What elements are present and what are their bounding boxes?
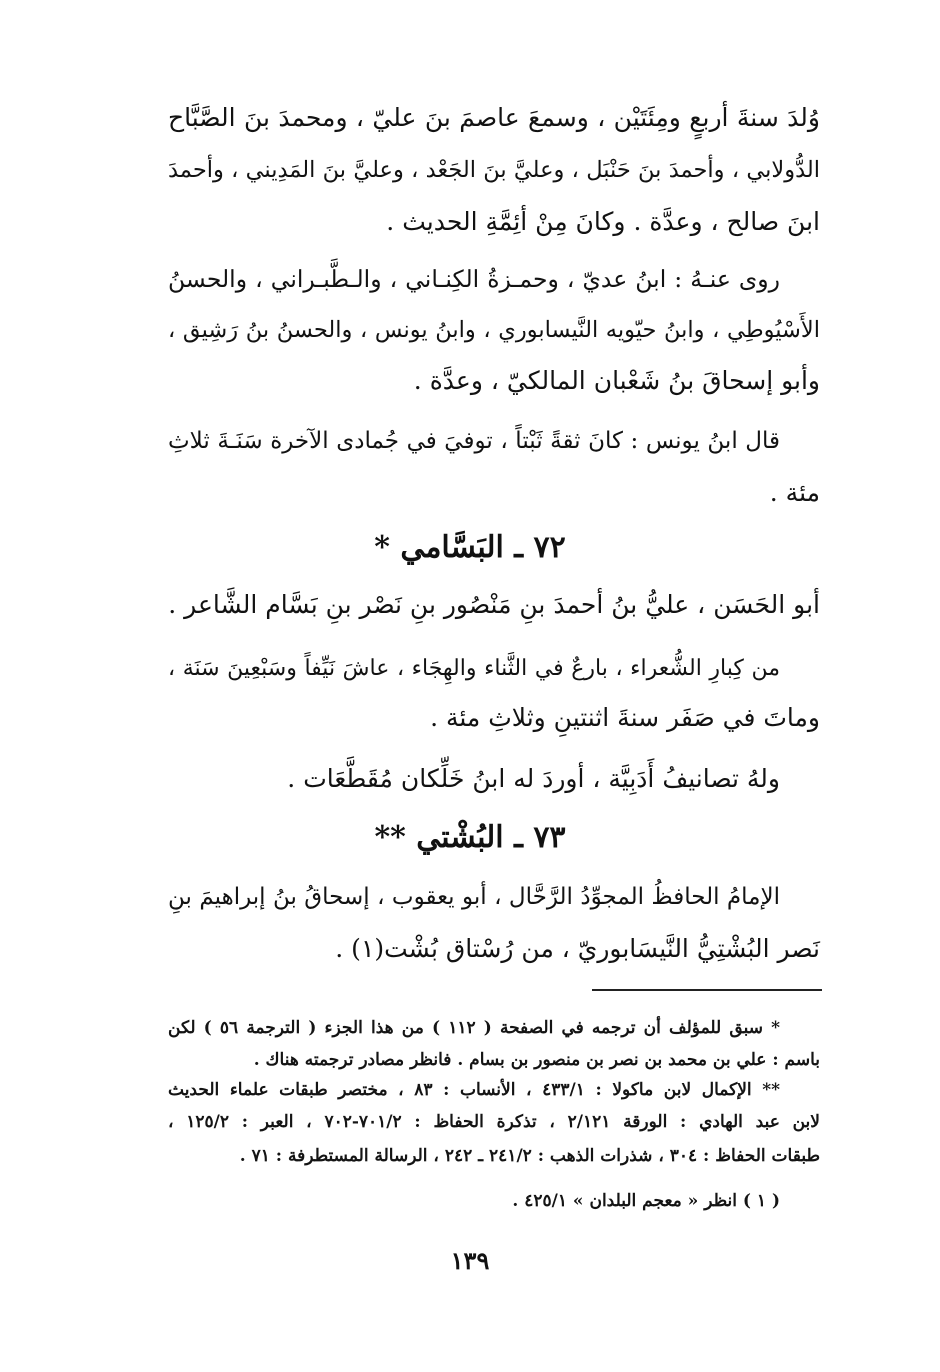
text-line: وماتَ في صَفَر سنةَ اثنتينِ وثلاثِ مئة . xyxy=(430,703,820,732)
footnote-line: * سبق للمؤلف أن ترجمه في الصفحة ( ١١٢ ) من هذا الجزء ( الترجمة ٥٦ ) لكن xyxy=(168,1018,780,1038)
text-line: ولهُ تصانيفُ أَدَبِيَّة ، أوردَ له ابنُ خَلِّكان مُقَطَّعَات . xyxy=(287,764,780,793)
text-line: قال ابنُ يونس : كانَ ثقةً ثَبْتاً ، توفيَ في جُمادى الآخرة سَنَـةَ ثلاثِ xyxy=(168,428,780,454)
footnote-separator xyxy=(592,989,822,991)
page-number: ١٣٩ xyxy=(450,1246,490,1275)
text-line: نَصر البُشْتِيُّ النَّيسَابوريّ ، من رُسْتاق بُشْت(١) . xyxy=(335,934,820,963)
text-line: الدُّولابي ، وأحمدَ بنَ حَنْبَل ، وعليَّ بنَ الجَعْد ، وعليَّ بنَ المَدِيني ، وأحمدَ xyxy=(168,157,820,183)
entry-heading-73: ٧٣ ـ البُشْتي ** xyxy=(374,820,566,855)
text-line: من كِبارِ الشُّعراء ، بارعٌ في الثَّناء والهِجَاء ، عاشَ نَيِّفاً وسَبْعِينَ سَنَة ، xyxy=(168,656,780,681)
footnote-line: طبقات الحفاظ : ٣٠٤ ، شذرات الذهب : ٢٤١/٢ ـ ٢٤٢ ، الرسالة المستطرفة : ٧١ . xyxy=(239,1146,820,1166)
text-line: ابنَ صالح ، وعدَّة . وكانَ مِنْ أئِمَّةِ الحديث . xyxy=(386,207,820,236)
footnote-line: لابن عبد الهادي : الورقة ٢/١٢١ ، تذكرة الحفاظ : ٧٠١/٢-٧٠٢ ، العبر : ١٢٥/٢ ، xyxy=(168,1112,820,1132)
text-line: روى عنـهُ : ابنُ عديّ ، وحمـزةُ الكِنـاني ، والـطَّبـراني ، والحسنُ xyxy=(168,265,780,293)
text-line: وأبو إسحاقَ بنُ شَعْبان المالكيّ ، وعدَّة . xyxy=(413,366,820,395)
text-line: الإمامُ الحافظُ المجوِّدُ الرَّحَّال ، أبو يعقوب ، إسحاقُ بنُ إبراهيمَ بنِ xyxy=(168,884,780,910)
text-line: وُلدَ سنةَ أربعٍ ومِئَتَيْن ، وسمعَ عاصمَ بنَ عليّ ، ومحمدَ بنَ الصَّبَّاح xyxy=(168,103,820,132)
text-line: الأَسْيُوطِي ، وابنُ حيّويه النَّيسابوري ، وابنُ يونس ، والحسنُ بنُ رَشِيق ، xyxy=(168,317,820,343)
text-line: أبو الحَسَن ، عليُّ بنُ أحمدَ بنِ مَنْصُور بنِ نَصْر بنِ بَسَّام الشَّاعر . xyxy=(168,590,820,619)
entry-heading-72: ٧٢ ـ البَسَّامي * xyxy=(374,530,566,565)
footnote-line: ** الإكمال لابن ماكولا : ٤٣٣/١ ، الأنساب : ٨٣ ، مختصر طبقات علماء الحديث xyxy=(168,1080,780,1100)
text-line: مئة . xyxy=(769,478,820,507)
footnote-line: باسم : علي بن محمد بن نصر بن منصور بن بسام . فانظر مصادر ترجمته هناك . xyxy=(253,1050,820,1070)
footnote-line: ( ١ ) انظر « معجم البلدان » ٤٢٥/١ . xyxy=(512,1191,780,1211)
